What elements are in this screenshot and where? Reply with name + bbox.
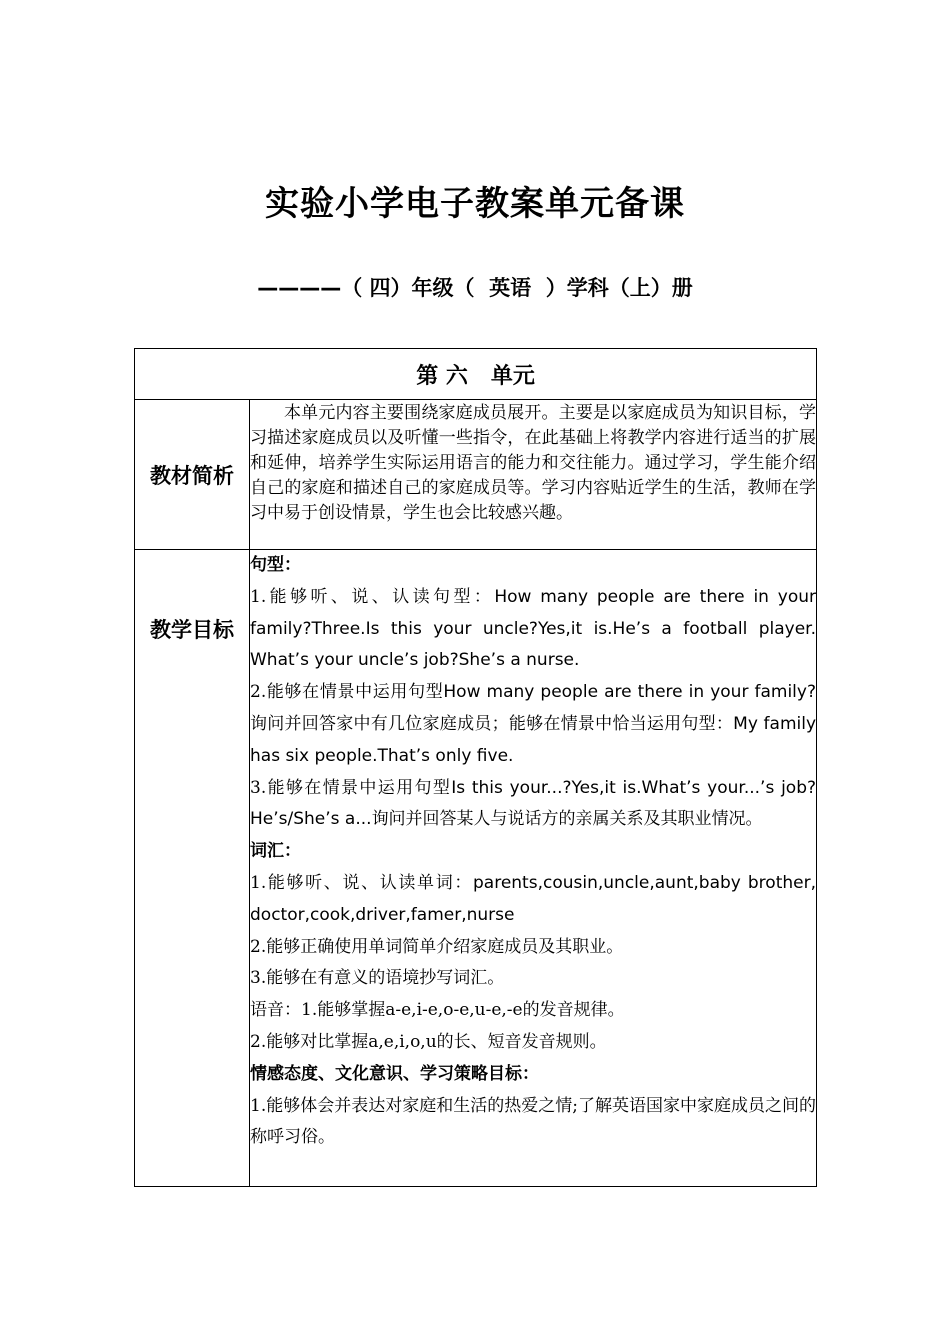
page-title: 实验小学电子教案单元备课 xyxy=(265,184,685,224)
affect-heading: 情感态度、文化意识、学习策略目标： xyxy=(250,1063,539,1084)
affect-goal-1: 1.能够体会并表达对家庭和生活的热爱之情;了解英语国家中家庭成员之间的称呼习俗。 xyxy=(250,1095,817,1148)
analysis-text: 本单元内容主要围绕家庭成员展开。主要是以家庭成员为知识目标，学习描述家庭成员以及听懂一些指令，在此基础上将教学内容进行适当的扩展和延伸，培养学生实际运用语言的能力和交往能力。通过学习，学生能介绍自己的家庭和描述自己的家庭成员等。学习内容贴近学生的生活，教师在学习中易于创设情景，学生也会比较感兴趣。 xyxy=(250,403,817,523)
goals-cell xyxy=(250,550,817,1187)
sentence-goal-3 xyxy=(250,773,816,837)
goals-label: 教学目标 xyxy=(135,550,250,1187)
sentence-goal-3-text-1: Is this your...?Yes,it is.What’s your...’s job?He’s/She’s a... xyxy=(250,777,817,830)
vocab-goal-3: 3.能够在有意义的语境抄写词汇。 xyxy=(250,968,505,989)
sentence-goal-3-text-2: 询问并回答某人与说话方的亲属关系及其职业情况。 xyxy=(371,809,763,830)
vocab-heading: 词汇： xyxy=(250,841,301,862)
page-subtitle: ————（ 四）年级（ 英语 ）学科（上）册 xyxy=(257,276,693,300)
vocab-goal-1-prefix: 1.能够听、说、认读单词： xyxy=(250,872,473,893)
vocab-goal-1 xyxy=(250,868,816,932)
sentence-goal-1-prefix: 1.能够听、说、认读句型： xyxy=(250,586,495,607)
sentence-goal-2-prefix: 2.能够在情景中运用句型 xyxy=(250,682,444,703)
sentence-goal-2-text-1: How many people are there in your family? xyxy=(443,682,816,703)
phonics-goal-2: 2.能够对比掌握a,e,i,o,u的长、短音发音规则。 xyxy=(250,1031,607,1052)
lesson-plan-table xyxy=(134,348,817,1187)
sentence-goal-1-text: How many people are there in your family?Three.Is this your uncle?Yes,it is.He’s a football player. What’s your uncle’s job?She’s a nurse. xyxy=(250,586,817,671)
vocab-goal-1-text: parents,cousin,uncle,aunt,baby brother, doctor,cook,driver,famer,nurse xyxy=(250,872,816,925)
sentence-goal-2-text-3: My family has six people.That’s only five. xyxy=(250,713,817,766)
goals-content xyxy=(250,550,816,1186)
analysis-label: 教材简析 xyxy=(135,400,250,550)
vocab-goal-2: 2.能够正确使用单词简单介绍家庭成员及其职业。 xyxy=(250,936,624,957)
sentence-goal-2 xyxy=(250,677,816,772)
sentence-goal-3-prefix: 3.能够在情景中运用句型 xyxy=(250,777,452,798)
sentences-heading: 句型： xyxy=(250,555,301,575)
analysis-cell xyxy=(250,400,817,550)
phonics-goal-1: 语音：1.能够掌握a-e,i-e,o-e,u-e,-e的发音规律。 xyxy=(250,1000,625,1021)
sentence-goal-1 xyxy=(250,582,816,677)
sentence-goal-2-text-2: 询问并回答家中有几位家庭成员；能够在情景中恰当运用句型： xyxy=(250,713,734,734)
unit-title: 第 六 单元 xyxy=(135,349,817,400)
